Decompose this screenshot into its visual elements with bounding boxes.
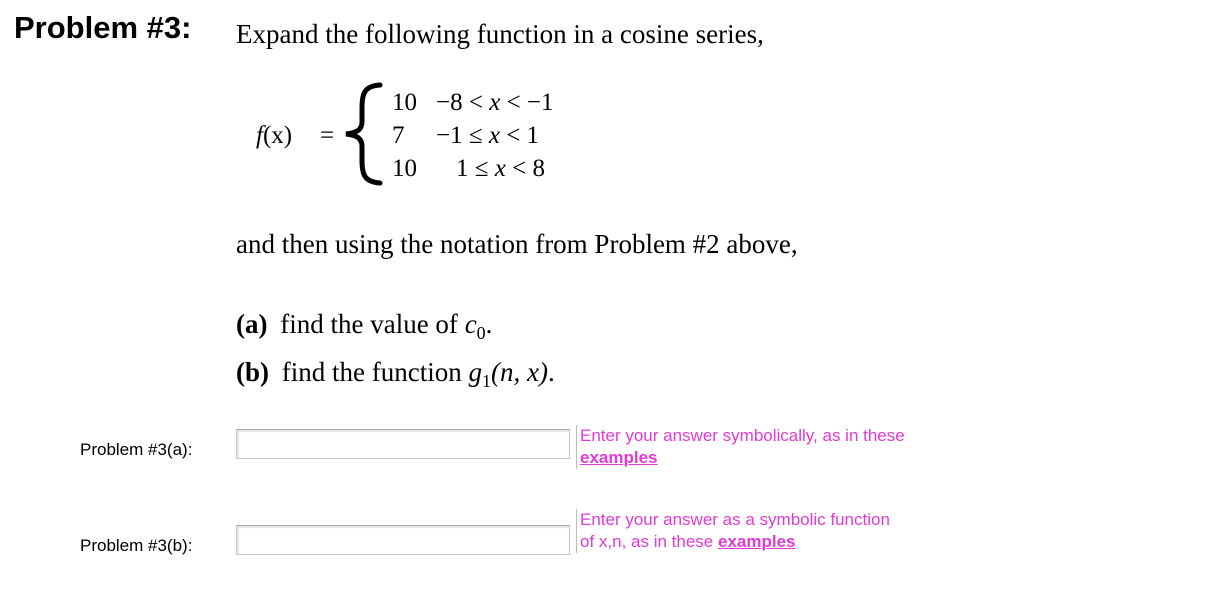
answer-label-a: Problem #3(a): bbox=[80, 440, 193, 459]
part-text: find the function bbox=[281, 357, 462, 387]
function-name bbox=[256, 122, 292, 150]
case-value: 7 bbox=[392, 122, 405, 149]
examples-link[interactable]: examples bbox=[717, 532, 796, 551]
part-subscript: 1 bbox=[481, 371, 491, 391]
condition-variable: x bbox=[488, 122, 500, 149]
problem-heading: Problem #3: bbox=[14, 10, 192, 45]
condition-left: 1 ≤ bbox=[456, 155, 489, 182]
function-symbol: f bbox=[256, 122, 263, 149]
condition-left: −1 ≤ bbox=[436, 122, 483, 149]
part-label: (a) bbox=[236, 309, 268, 339]
condition-variable: x bbox=[494, 155, 506, 182]
case-value: 10 bbox=[392, 155, 417, 182]
answer-hint-b bbox=[576, 509, 890, 553]
answer-hint-a bbox=[576, 425, 910, 469]
part-symbol: c bbox=[464, 309, 477, 339]
part-tail: . bbox=[485, 309, 493, 339]
condition-right: < 1 bbox=[506, 122, 540, 149]
condition-right: < 8 bbox=[512, 155, 545, 182]
part-text: find the value of bbox=[280, 309, 458, 339]
function-argument: (x) bbox=[262, 122, 293, 149]
part-arguments: (n, x) bbox=[490, 357, 548, 387]
part-b bbox=[236, 357, 555, 392]
notation-text: and then using the notation from Problem #2 above, bbox=[236, 229, 798, 259]
condition-left: −8 < bbox=[436, 89, 483, 116]
condition-variable: x bbox=[489, 89, 501, 116]
answer-input-a[interactable] bbox=[236, 429, 570, 459]
problem-intro: Expand the following function in a cosine series, bbox=[236, 19, 764, 49]
part-label: (b) bbox=[236, 357, 269, 387]
left-brace-icon bbox=[340, 82, 384, 186]
hint-text: Enter your answer symbolically, as in these bbox=[580, 426, 905, 445]
case-condition bbox=[436, 89, 554, 117]
hint-text: Enter your answer as a symbolic function of x,n, as in these bbox=[580, 510, 890, 551]
case-value: 10 bbox=[392, 89, 417, 116]
examples-link[interactable]: examples bbox=[580, 448, 658, 467]
part-a bbox=[236, 309, 492, 344]
answer-label-b: Problem #3(b): bbox=[80, 536, 193, 555]
case-condition bbox=[456, 155, 545, 183]
case-condition bbox=[436, 122, 539, 150]
part-subscript: 0 bbox=[476, 323, 486, 343]
answer-input-b[interactable] bbox=[236, 525, 570, 555]
equals-sign: = bbox=[320, 122, 335, 149]
part-tail: . bbox=[547, 357, 555, 387]
condition-right: < −1 bbox=[506, 89, 554, 116]
part-symbol: g bbox=[468, 357, 482, 387]
